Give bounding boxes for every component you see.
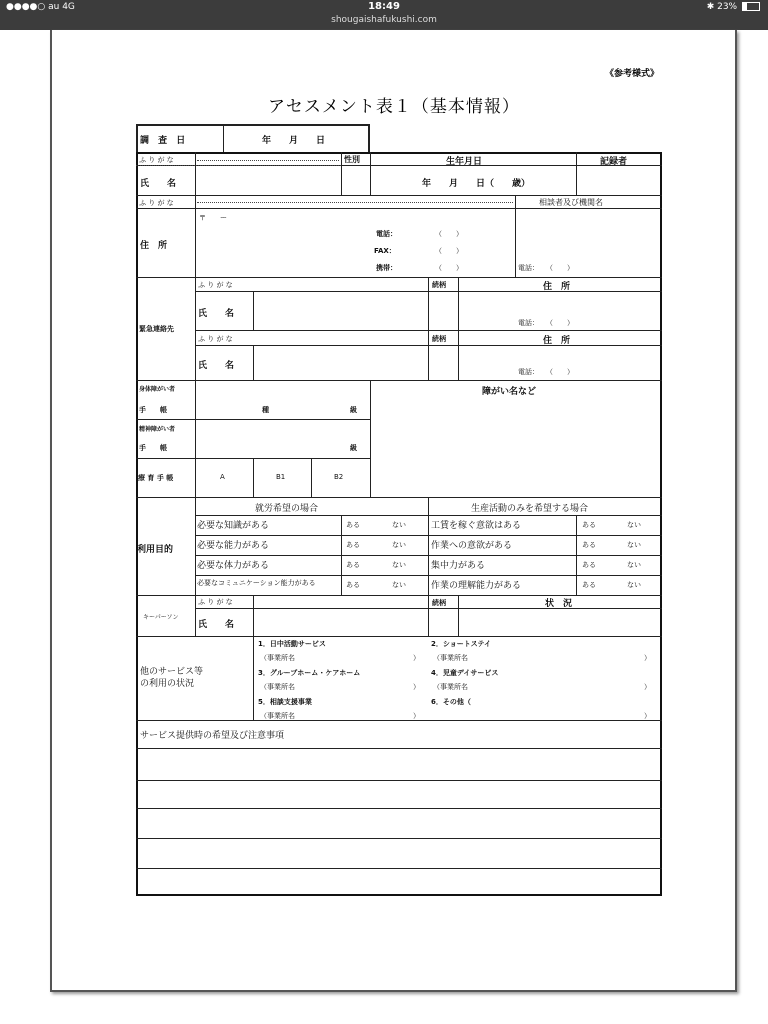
employment-criterion: 必要な能力がある: [197, 541, 270, 551]
other-services-label: 他のサービス等 の利用の状況: [140, 667, 204, 689]
emergency1-furigana: ふ り が な: [198, 281, 233, 289]
battery-status: [707, 2, 760, 12]
furigana-label: ふ り が な: [139, 156, 174, 164]
rehab-grade-b2: B2: [334, 473, 344, 481]
service-item: 2．ショートステイ: [431, 640, 492, 648]
production-yes-option: ある: [582, 561, 596, 569]
mental-handbook-label: 手 帳: [139, 444, 167, 452]
bluetooth-icon: ✱: [706, 2, 715, 12]
emergency2-name-label: 氏 名: [198, 361, 235, 371]
employment-yes-option: ある: [346, 541, 360, 549]
address-fax-label: FAX：: [374, 247, 396, 255]
key-person-furigana: ふ り が な: [198, 598, 233, 606]
gender-label: 性別: [344, 155, 360, 164]
carrier-signal: ●●●●○ au 4G: [6, 2, 75, 12]
url-bar[interactable]: shougaishafukushi.com: [331, 15, 437, 25]
physical-grade-label: 級: [350, 406, 357, 414]
service-item: 1．日中活動サービス: [258, 640, 326, 648]
physical-handbook-label: 手 帳: [139, 406, 167, 414]
battery-fill: [743, 3, 747, 10]
production-yes-option: ある: [582, 521, 596, 529]
emergency1-name-label: 氏 名: [198, 309, 235, 319]
service-close-paren: ）: [413, 654, 420, 662]
production-no-option: ない: [627, 581, 641, 589]
production-criterion: 作業の理解能力がある: [431, 581, 522, 591]
employment-criterion: 必要な知識がある: [197, 521, 270, 531]
purpose-label: 利用目的: [137, 545, 174, 555]
birthdate-value: 年 月 日（ 歳）: [422, 179, 531, 189]
production-criterion: 集中力がある: [431, 561, 486, 571]
production-no-option: ない: [627, 521, 641, 529]
service-item: 5．相談支援事業: [258, 698, 312, 706]
recorder-label: 記録者: [600, 157, 628, 167]
emergency2-relation-label: 続柄: [432, 335, 446, 343]
service-item: 4．児童デイサービス: [431, 669, 499, 677]
employment-header: 就労希望の場合: [255, 504, 319, 514]
employment-yes-option: ある: [346, 521, 360, 529]
address-tel-paren: （ ）: [435, 230, 463, 238]
emergency-contact-label: 緊急連絡先: [139, 325, 174, 333]
emergency2-tel: 電話： （ ）: [518, 368, 574, 376]
mental-grade-label: 級: [350, 444, 357, 452]
service-close-paren: ）: [644, 683, 651, 691]
service-office-label: （事業所名: [260, 654, 295, 662]
emergency2-address-label: 住 所: [543, 336, 571, 346]
employment-no-option: ない: [392, 581, 406, 589]
production-criterion: 作業への意欲がある: [431, 541, 513, 551]
production-no-option: ない: [627, 541, 641, 549]
key-person-status-label: 状 況: [545, 599, 573, 609]
production-no-option: ない: [627, 561, 641, 569]
consultant-label: 相談者及び機関名: [539, 198, 603, 207]
emergency2-furigana: ふ り が な: [198, 335, 233, 343]
address-mobile-label: 携帯：: [376, 264, 397, 272]
disability-names-label: 障がい名など: [482, 387, 537, 397]
employment-yes-option: ある: [346, 581, 360, 589]
employment-no-option: ない: [392, 521, 406, 529]
key-person-label: キーパーソン: [143, 614, 179, 621]
emergency1-tel: 電話： （ ）: [518, 319, 574, 327]
rehab-grade-a: A: [220, 473, 225, 481]
mental-disability-label: 精神障がい者: [139, 426, 176, 433]
consultant-tel: 電話： （ ）: [518, 264, 574, 272]
key-person-name-label: 氏 名: [198, 620, 235, 630]
production-criterion: 工賃を稼ぐ意欲はある: [431, 521, 522, 531]
rehab-handbook-label: 療 育 手 帳: [138, 474, 174, 482]
clock: 18:49: [368, 1, 400, 12]
service-close-paren: ）: [413, 712, 420, 720]
employment-no-option: ない: [392, 561, 406, 569]
service-office-label: （事業所名: [433, 683, 468, 691]
address-label: 住 所: [140, 241, 168, 251]
sheet-reference: 《参考様式》: [605, 69, 660, 79]
service-office-label: （事業所名: [433, 654, 468, 662]
battery-percent: 23%: [717, 2, 738, 12]
service-office-label: （事業所名: [260, 683, 295, 691]
rehab-grade-b1: B1: [276, 473, 286, 481]
production-header: 生産活動のみを希望する場合: [471, 504, 589, 514]
name-label: 氏 名: [140, 179, 177, 189]
notes-label: サービス提供時の希望及び注意事項: [140, 731, 285, 741]
survey-date-label: 調 査 日: [140, 136, 189, 146]
status-bar: [0, 0, 768, 30]
emergency1-address-label: 住 所: [543, 282, 571, 292]
service-close-paren: ）: [413, 683, 420, 691]
service-item: 6．その他（: [431, 698, 471, 706]
birthdate-label: 生年月日: [446, 157, 483, 167]
service-close-paren: ）: [644, 712, 651, 720]
physical-kind-label: 種: [262, 406, 269, 414]
employment-criterion: 必要な体力がある: [197, 561, 270, 571]
employment-no-option: ない: [392, 541, 406, 549]
postal-code: 〒 ー: [199, 214, 227, 222]
page-title: アセスメント表１（基本情報）: [268, 97, 520, 117]
address-fax-paren: （ ）: [435, 247, 463, 255]
key-person-relation-label: 続柄: [432, 599, 446, 607]
address-mobile-paren: （ ）: [435, 264, 463, 272]
production-yes-option: ある: [582, 581, 596, 589]
employment-criterion: 必要なコミュニケーション能力がある: [197, 579, 316, 587]
survey-date-value: 年 月 日: [262, 136, 326, 146]
employment-yes-option: ある: [346, 561, 360, 569]
battery-icon: [742, 2, 760, 11]
address-tel-label: 電話：: [376, 230, 397, 238]
service-office-label: （事業所名: [260, 712, 295, 720]
service-item: 3．グループホーム・ケアホーム: [258, 669, 361, 677]
service-close-paren: ）: [644, 654, 651, 662]
address-furigana-label: ふ り が な: [139, 199, 174, 207]
physical-disability-label: 身体障がい者: [139, 386, 176, 393]
production-yes-option: ある: [582, 541, 596, 549]
emergency1-relation-label: 続柄: [432, 281, 446, 289]
